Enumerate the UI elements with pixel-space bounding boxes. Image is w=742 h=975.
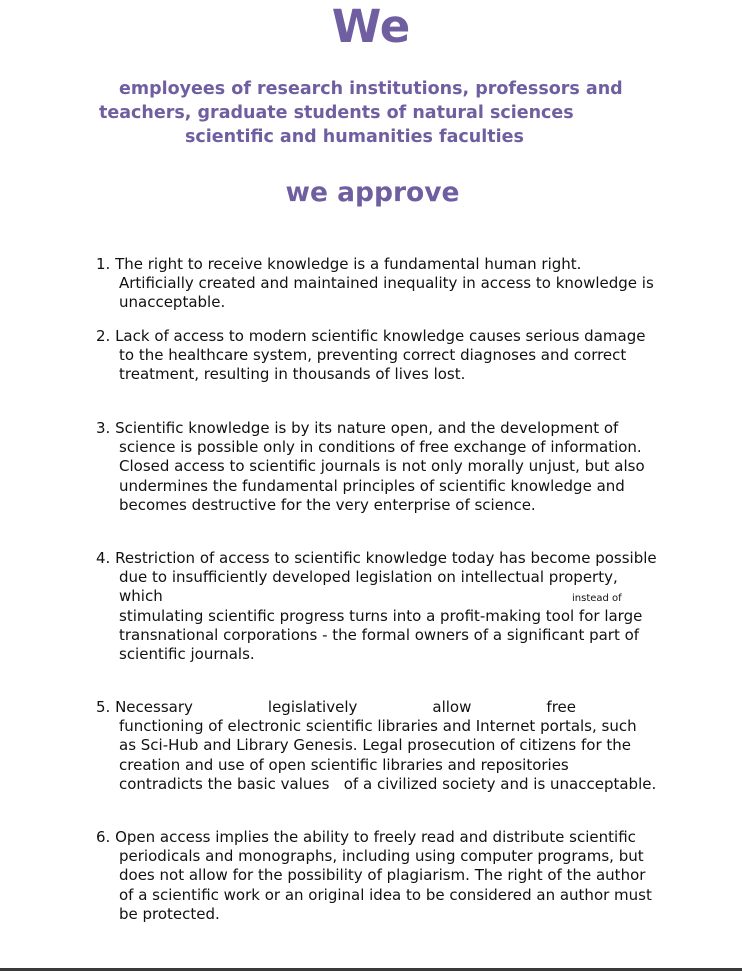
item-line: 4. Restriction of access to scientific knowledge today has become possible (96, 549, 657, 567)
page-title: We (331, 0, 411, 53)
item-line: to the healthcare system, preventing correct diagnoses and correct (119, 346, 627, 365)
item-line: 2. Lack of access to modern scientific knowledge causes serious damage (96, 327, 646, 345)
item-line: unacceptable. (119, 293, 226, 312)
item-line: functioning of electronic scientific libraries and Internet portals, such (119, 717, 637, 736)
item-word: legislatively (267, 698, 358, 716)
inline-small-text: instead of (572, 593, 622, 605)
item-line-justified (96, 698, 576, 717)
item-line: treatment, resulting in thousands of lives lost. (119, 365, 466, 384)
item-line: stimulating scientific progress turns into a profit-making tool for large (119, 606, 643, 625)
list-item (96, 549, 657, 664)
item-line: as Sci-Hub and Library Genesis. Legal prosecution of citizens for the (119, 736, 632, 755)
item-line: of a scientific work or an original idea to be considered an author must (119, 885, 652, 904)
list-item (96, 828, 652, 924)
item-word: free (546, 698, 576, 716)
section-heading: we approve (285, 177, 460, 208)
item-line: due to insufficiently developed legislation on intellectual property, (119, 568, 618, 587)
item-word: allow (432, 698, 472, 716)
item-line: does not allow for the possibility of plagiarism. The right of the author (119, 866, 646, 885)
list-item (96, 419, 645, 515)
item-line: transnational corporations - the formal owners of a significant part of (119, 625, 640, 644)
item-line: Artificially created and maintained inequality in access to knowledge is (119, 274, 654, 293)
item-line: be protected. (119, 904, 220, 923)
item-line: 6. Open access implies the ability to freely read and distribute scientific (96, 828, 636, 846)
item-line-text: which (119, 587, 163, 606)
item-word: 5. Necessary (96, 698, 193, 716)
item-line: creation and use of open scientific libraries and repositories (119, 755, 569, 774)
item-line: periodicals and monographs, including using computer programs, but (119, 847, 644, 866)
subtitle-line: employees of research institutions, professors and (119, 79, 623, 99)
item-line: 3. Scientific knowledge is by its nature open, and the development of (96, 419, 619, 437)
item-line: Closed access to scientific journals is not only morally unjust, but also (119, 457, 645, 476)
list-item (96, 327, 646, 385)
item-line (96, 587, 636, 606)
bottom-divider (0, 968, 742, 971)
subtitle-line: teachers, graduate students of natural sciences (99, 103, 574, 123)
list-item (96, 698, 657, 794)
item-line: scientific journals. (119, 645, 255, 664)
item-line: undermines the fundamental principles of scientific knowledge and (119, 476, 625, 495)
subtitle-line: scientific and humanities faculties (185, 127, 524, 147)
item-line: science is possible only in conditions of free exchange of information. (119, 438, 642, 457)
list-item (96, 255, 654, 313)
item-line: contradicts the basic values of a civilized society and is unacceptable. (119, 774, 657, 793)
item-line: becomes destructive for the very enterprise of science. (119, 495, 536, 514)
item-line: 1. The right to receive knowledge is a fundamental human right. (96, 255, 582, 273)
